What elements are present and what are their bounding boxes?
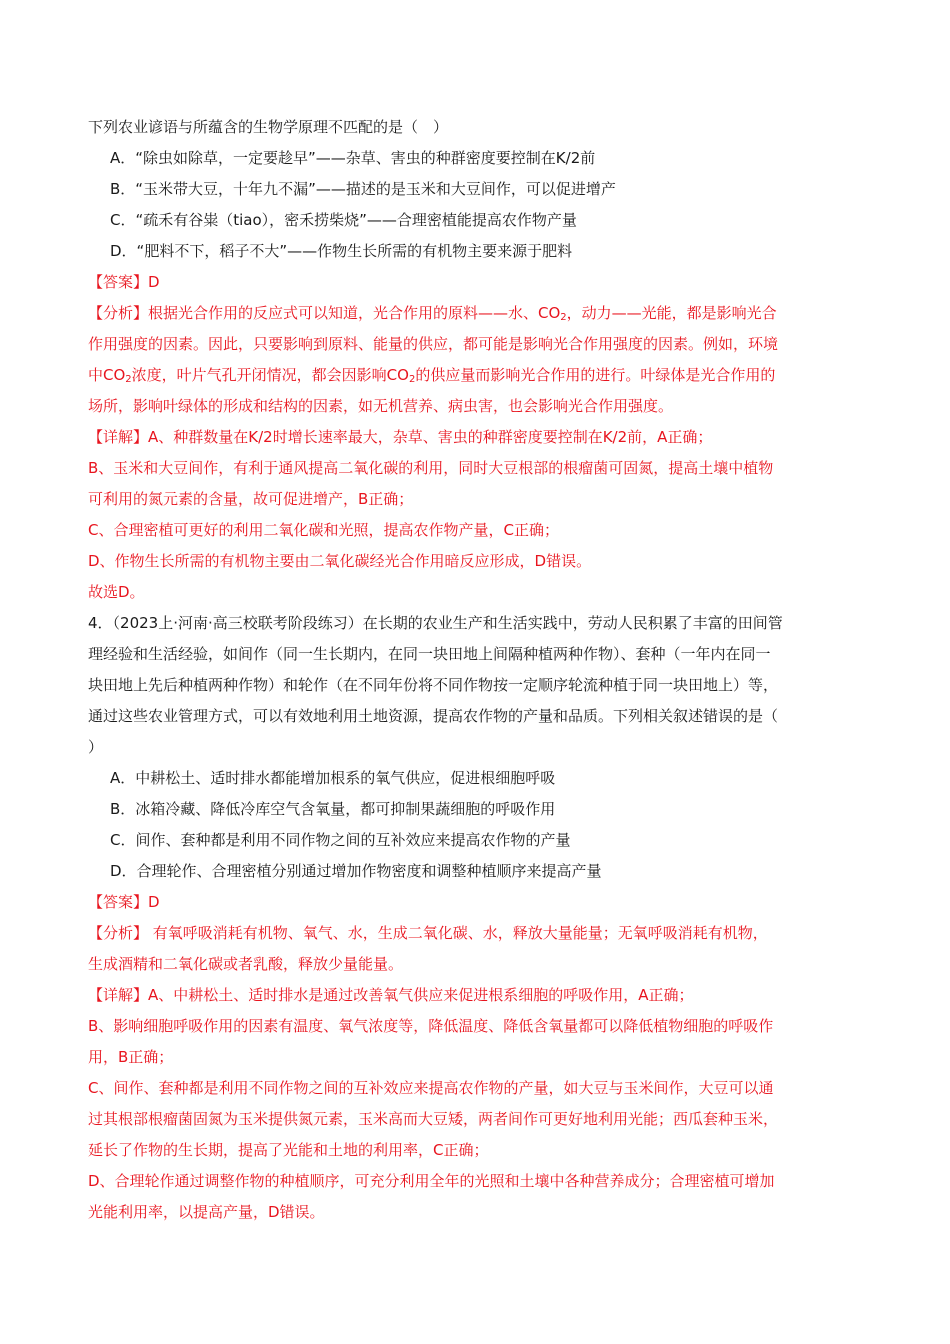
question-4-detail-line-7: D、合理轮作通过调整作物的种植顺序，可充分利用全年的光照和土壤中各种营养成分；合理密植可增加: [88, 1172, 775, 1190]
question-3-option-a: A．“除虫如除草，一定要趁早”——杂草、害虫的种群密度要控制在K/2前: [110, 149, 596, 167]
question-4-analysis-line-2: 生成酒精和二氧化碳或者乳酸，释放少量能量。: [88, 955, 404, 973]
question-4-option-b: B．冰箱冷藏、降低冷库空气含氧量，都可抑制果蔬细胞的呼吸作用: [110, 800, 556, 818]
question-3-stem: 下列农业谚语与所蕴含的生物学原理不匹配的是（ ）: [88, 118, 449, 136]
question-4-detail-line-5: 过其根部根瘤菌固氮为玉米提供氮元素，玉米高而大豆矮，两者间作可更好地利用光能；西瓜套种玉米，: [88, 1110, 779, 1128]
question-4-detail-line-1: 【详解】A、中耕松土、适时排水是通过改善氧气供应来促进根系细胞的呼吸作用，A正确；: [88, 986, 694, 1004]
question-4-option-a: A．中耕松土、适时排水都能增加根系的氧气供应，促进根细胞呼吸: [110, 769, 556, 787]
question-4-detail-line-2: B、影响细胞呼吸作用的因素有温度、氧气浓度等，降低温度、降低含氧量都可以降低植物细胞的呼吸作: [88, 1017, 774, 1035]
question-4-detail-line-8: 光能利用率，以提高产量，D错误。: [88, 1203, 325, 1221]
question-4-stem-line-3: 块田地上先后种植两种作物）和轮作（在不同年份将不同作物按一定顺序轮流种植于同一块田地上）等，: [88, 676, 779, 694]
question-4-stem-line-1: 4．（2023上·河南·高三校联考阶段练习）在长期的农业生产和生活实践中，劳动人民积累了丰富的田间管: [88, 614, 783, 632]
question-4-option-d: D．合理轮作、合理密植分别通过增加作物密度和调整种植顺序来提高产量: [110, 862, 602, 880]
question-3-option-b: B．“玉米带大豆，十年九不漏”——描述的是玉米和大豆间作，可以促进增产: [110, 180, 616, 198]
question-3-analysis-line-3: 中$CO_2$浓度，叶片气孔开闭情况，都会因影响$CO_2$的供应量而影响光合作用的进行。叶绿体是光合作用的: [88, 366, 776, 385]
question-4-detail-line-4: C、间作、套种都是利用不同作物之间的互补效应来提高农作物的产量，如大豆与玉米间作，大豆可以通: [88, 1079, 774, 1097]
question-4-detail-line-3: 用，B正确；: [88, 1048, 174, 1066]
question-3-analysis-line-4: 场所，影响叶绿体的形成和结构的因素，如无机营养、病虫害，也会影响光合作用强度。: [88, 397, 674, 415]
question-3-analysis-line-1: 【分析】根据光合作用的反应式可以知道，光合作用的原料——水、$CO_2$，动力——光能，都是影响光合: [88, 304, 777, 323]
document-page: [88, 112, 868, 1228]
question-3-detail-line-1: 【详解】A、种群数量在K/2时增长速率最大，杂草、害虫的种群密度要控制在K/2前，A正确；: [88, 428, 713, 446]
question-3-detail-line-5: D、作物生长所需的有机物主要由二氧化碳经光合作用暗反应形成，D错误。: [88, 552, 592, 570]
question-4-option-c: C．间作、套种都是利用不同作物之间的互补效应来提高农作物的产量: [110, 831, 571, 849]
question-3-detail-line-2: B、玉米和大豆间作，有利于通风提高二氧化碳的利用，同时大豆根部的根瘤菌可固氮，提高土壤中植物: [88, 459, 774, 477]
question-3-detail-line-4: C、合理密植可更好的利用二氧化碳和光照，提高农作物产量，C正确；: [88, 521, 559, 539]
question-3-detail-line-3: 可利用的氮元素的含量，故可促进增产，B正确；: [88, 490, 414, 508]
question-3-conclusion: 故选D。: [88, 583, 145, 601]
question-4-detail-line-6: 延长了作物的生长期，提高了光能和土地的利用率，C正确；: [88, 1141, 489, 1159]
question-4-stem-line-5: ）: [88, 738, 104, 756]
question-4-answer: 【答案】D: [88, 893, 160, 911]
question-3-option-c: C．“疏禾有谷粜（tiao），密禾捞柴烧”——合理密植能提高农作物产量: [110, 211, 577, 229]
question-3-option-d: D．“肥料不下，稻子不大”——作物生长所需的有机物主要来源于肥料: [110, 242, 573, 260]
question-4-analysis-line-1: 【分析】 有氧呼吸消耗有机物、氧气、水，生成二氧化碳、水，释放大量能量；无氧呼吸消耗有机物，: [88, 924, 768, 942]
question-3-answer: 【答案】D: [88, 273, 160, 291]
question-4-stem-line-4: 通过这些农业管理方式，可以有效地利用土地资源，提高农作物的产量和品质。下列相关叙述错误的是（: [88, 707, 779, 725]
question-3-analysis-line-2: 作用强度的因素。因此，只要影响到原料、能量的供应，都可能是影响光合作用强度的因素。例如，环境: [88, 335, 779, 353]
question-4-stem-line-2: 理经验和生活经验，如间作（同一生长期内，在同一块田地上间隔种植两种作物）、套种（一年内在同一: [88, 645, 771, 663]
